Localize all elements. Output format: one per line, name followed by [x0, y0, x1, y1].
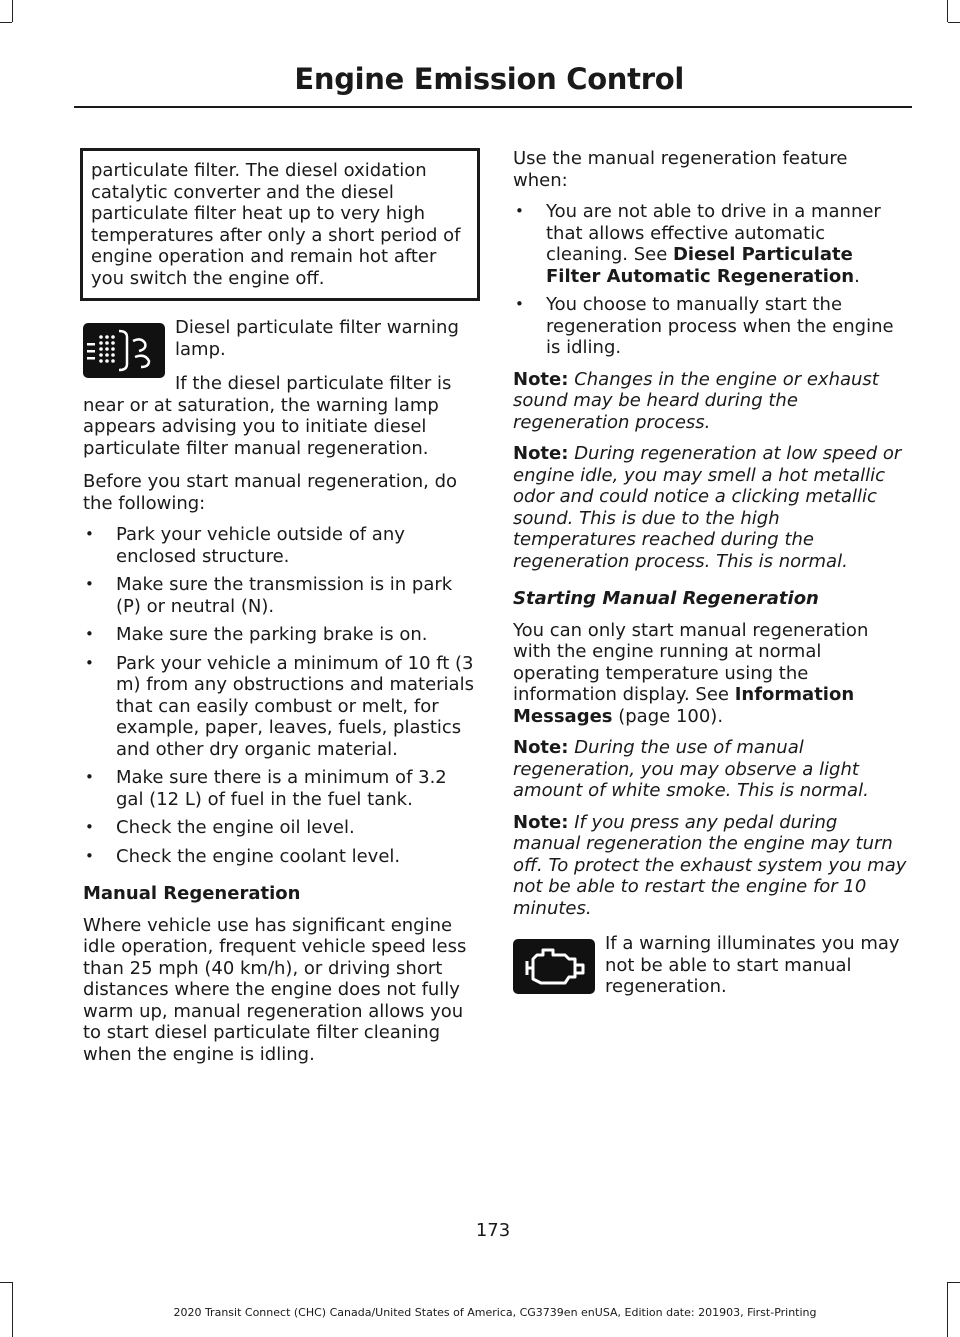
left-column: [83, 148, 475, 1075]
note-text: During the use of manual regeneration, you may observe a light amount of white smoke. This is normal.: [513, 737, 869, 801]
warning-box: [80, 148, 480, 301]
section-heading: Starting Manual Regeneration: [513, 588, 819, 609]
list-item: • Check the engine oil level.: [83, 817, 475, 839]
list-item: • Park your vehicle outside of any enclosed structure.: [83, 524, 475, 567]
list-item: • Make sure the parking brake is on.: [83, 624, 475, 646]
list-item: • Make sure there is a minimum of 3.2 gal (12 L) of fuel in the fuel tank.: [83, 767, 475, 810]
before-intro: Before you start manual regeneration, do the following:: [83, 471, 458, 514]
engine-warning-text: If a warning illuminates you may not be able to start manual regeneration.: [605, 933, 900, 997]
page-title: Engine Emission Control: [294, 62, 684, 96]
note: [513, 369, 907, 434]
footer: 2020 Transit Connect (CHC) Canada/United States of America, CG3739en enUSA, Edition date: 201903, First-Printing: [173, 1306, 817, 1319]
right-column: [513, 148, 907, 1008]
cross-reference-link[interactable]: Information Messages: [513, 684, 855, 727]
warning-box-text: particulate filter. The diesel oxidation catalytic converter and the diesel particulate filter heat up to very high temperatures after only a short period of engine operation and remain hot after you switch the engine off.: [91, 160, 461, 289]
manual-regen-desc: Where vehicle use has significant engine idle operation, frequent vehicle speed less than 25 mph (40 km/h), or driving short distances where the engine does not fully warm up, manual regeneration allows you to start diesel particulate filter cleaning when the engine is idling.: [83, 914, 467, 1065]
note: [513, 812, 907, 920]
list-item: • Make sure the transmission is in park (P) or neutral (N).: [83, 574, 475, 617]
before-list: [83, 524, 475, 867]
crop-mark: [947, 0, 948, 22]
section-heading: Manual Regeneration: [83, 883, 301, 904]
dpf-lamp-row: [83, 317, 475, 375]
list-item-text: You are not able to drive in a manner that allows effective automatic cleaning. See: [546, 201, 881, 265]
page-reference: (page 100).: [612, 705, 724, 727]
start-regen-desc: [513, 620, 907, 728]
note-label: Note:: [513, 811, 569, 833]
start-regen-text: You can only start manual regeneration with the engine running at normal operating temperature using the information display. See: [513, 619, 869, 705]
crop-mark: [0, 22, 12, 23]
check-engine-icon: [513, 939, 595, 994]
use-list: [513, 201, 907, 359]
page-number: 173: [475, 1220, 511, 1241]
crop-mark: [948, 1282, 960, 1283]
header-rule: [74, 106, 912, 108]
note-label: Note:: [513, 368, 569, 390]
note-text: Changes in the engine or exhaust sound may be heard during the regeneration process.: [513, 368, 879, 433]
cross-reference-link[interactable]: Diesel Particulate Filter Automatic Regeneration: [546, 244, 855, 287]
list-item: • Park your vehicle a minimum of 10 ft (3 m) from any obstructions and materials that can easily combust or melt, for example, paper, leaves, fuels, plastics and other dry organic material.: [83, 653, 475, 761]
list-item: • Check the engine coolant level.: [83, 846, 475, 868]
note-text: During regeneration at low speed or engine idle, you may smell a hot metallic odor and could notice a clicking metallic sound. This is due to the high temperatures reached during the regeneration process. This is normal.: [513, 443, 902, 572]
list-item: [513, 201, 907, 287]
dpf-warning-lamp-icon: [83, 323, 165, 378]
note: [513, 443, 907, 572]
crop-mark: [12, 0, 13, 22]
dpf-lamp-desc-text: If the diesel particulate filter is near or at saturation, the warning lamp appears advising you to initiate diesel particulate filter manual regeneration.: [83, 373, 452, 459]
list-item: • You choose to manually start the regeneration process when the engine is idling.: [513, 294, 907, 359]
crop-mark: [0, 1282, 12, 1283]
note-label: Note:: [513, 443, 569, 464]
dpf-lamp-label: Diesel particulate filter warning lamp.: [175, 317, 459, 360]
note-text: If you press any pedal during manual regeneration the engine may turn off. To protect the exhaust system you may not be able to restart the engine for 10 minutes.: [513, 811, 907, 919]
crop-mark: [948, 22, 960, 23]
note: [513, 737, 907, 802]
note-label: Note:: [513, 737, 569, 758]
dpf-lamp-desc: [83, 373, 475, 459]
engine-warning-row: [513, 933, 907, 998]
use-intro: Use the manual regeneration feature when:: [513, 148, 848, 191]
list-item-end: .: [854, 265, 860, 287]
